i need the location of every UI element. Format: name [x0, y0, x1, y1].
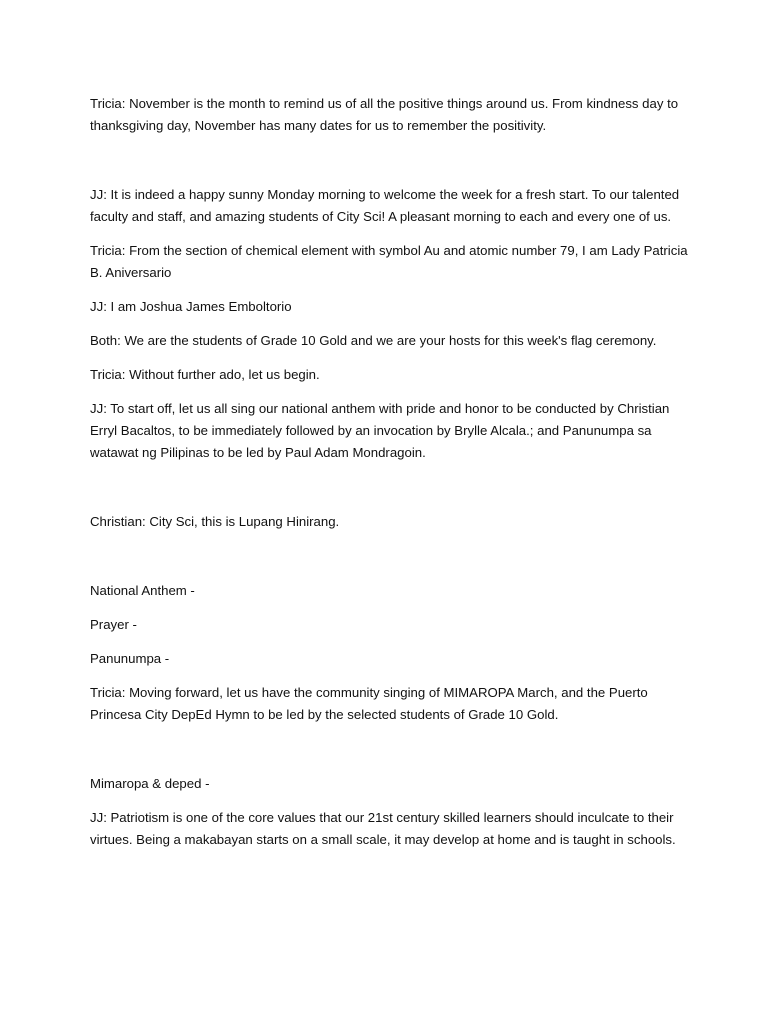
spacer	[90, 726, 690, 773]
spacer	[90, 284, 690, 296]
spacer	[90, 318, 690, 330]
document-body	[90, 93, 690, 851]
spacer	[90, 352, 690, 364]
spacer	[90, 636, 690, 648]
paragraph-tricia-mimaropa: Tricia: Moving forward, let us have the community singing of MIMAROPA March, and the Puerto Princesa City DepEd Hymn to be led by the selected students of Grade 10 Gold.	[90, 685, 648, 722]
spacer	[90, 137, 690, 184]
item-prayer: Prayer -	[90, 617, 137, 632]
spacer	[90, 464, 690, 511]
paragraph-jj-patriotism: JJ: Patriotism is one of the core values that our 21st century skilled learners should inculcate to their virtues. Being a makabayan starts on a small scale, it may develop at home and is taught in schools.	[90, 810, 676, 847]
item-national-anthem: National Anthem -	[90, 583, 195, 598]
spacer	[90, 386, 690, 398]
paragraph-jj-intro: JJ: I am Joshua James Emboltorio	[90, 299, 292, 314]
item-panunumpa: Panunumpa -	[90, 651, 170, 666]
paragraph-tricia-intro: Tricia: From the section of chemical element with symbol Au and atomic number 79, I am Lady Patricia B. Aniversario	[90, 243, 688, 280]
paragraph-jj-anthem: JJ: To start off, let us all sing our national anthem with pride and honor to be conducted by Christian Erryl Bacaltos, to be immediately followed by an invocation by Brylle Alcala.; and Panunumpa sa watawat ng Pilipinas to be led by Paul Adam Mondragoin.	[90, 401, 670, 460]
paragraph-tricia-november: Tricia: November is the month to remind us of all the positive things around us. From kindness day to thanksgiving day, November has many dates for us to remember the positivity.	[90, 96, 679, 133]
spacer	[90, 228, 690, 240]
spacer	[90, 670, 690, 682]
spacer	[90, 602, 690, 614]
paragraph-jj-greeting: JJ: It is indeed a happy sunny Monday morning to welcome the week for a fresh start. To our talented faculty and staff, and amazing students of City Sci! A pleasant morning to each and every one of us.	[90, 187, 680, 224]
paragraph-tricia-begin: Tricia: Without further ado, let us begin.	[90, 367, 320, 382]
spacer	[90, 533, 690, 580]
paragraph-both-hosts: Both: We are the students of Grade 10 Gold and we are your hosts for this week's flag ceremony.	[90, 333, 657, 348]
paragraph-christian: Christian: City Sci, this is Lupang Hinirang.	[90, 514, 340, 529]
item-mimaropa-deped: Mimaropa & deped -	[90, 776, 210, 791]
spacer	[90, 795, 690, 807]
